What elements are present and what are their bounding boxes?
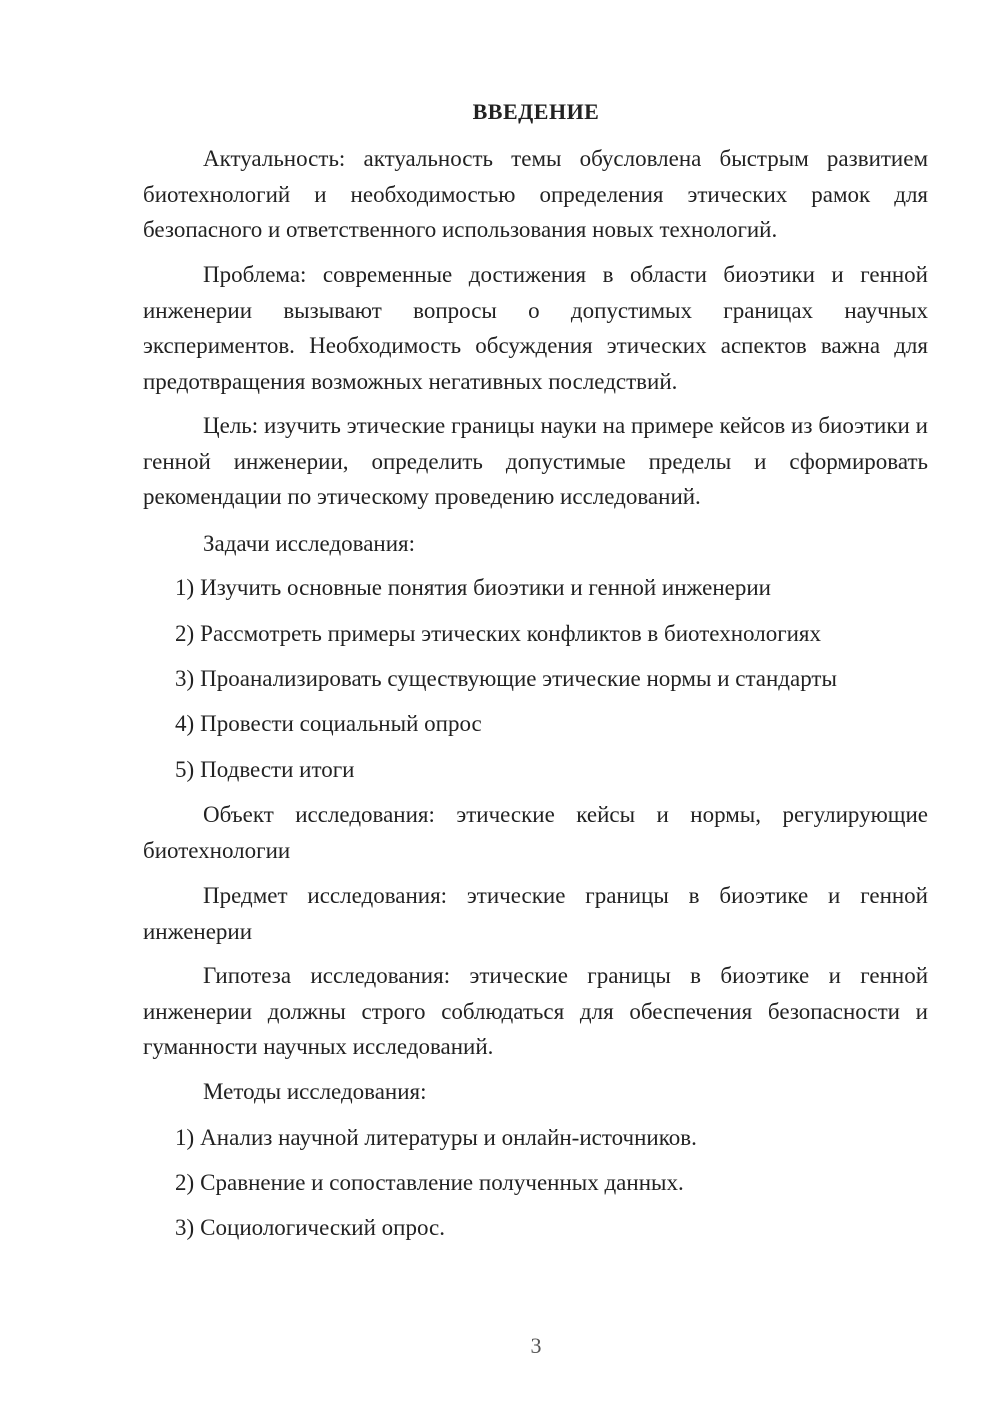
list-item: 3) Проанализировать существующие этические нормы и стандарты: [175, 666, 837, 691]
methods-heading: Методы исследования:: [203, 1079, 427, 1104]
list-item: 2) Сравнение и сопоставление полученных данных.: [175, 1170, 684, 1195]
goal-paragraph: Цель: изучить этические границы науки на примере кейсов из биоэтики и генной инженерии, определить допустимые пределы и сформировать рекомендации по этическому проведению исследований.: [143, 413, 928, 509]
subject-paragraph: Предмет исследования: этические границы в биоэтике и генной инженерии: [143, 883, 928, 944]
hypothesis-paragraph: Гипотеза исследования: этические границы в биоэтике и генной инженерии должны строго соблюдаться для обеспечения безопасности и гуманности научных исследований.: [143, 963, 928, 1059]
list-item: 5) Подвести итоги: [175, 757, 355, 782]
problem-paragraph: Проблема: современные достижения в области биоэтики и генной инженерии вызывают вопросы о допустимых границах научных экспериментов. Необходимость обсуждения этических аспектов важна для предотвращения возможных негативных последствий.: [143, 262, 928, 394]
object-paragraph: Объект исследования: этические кейсы и нормы, регулирующие биотехнологии: [143, 802, 928, 863]
list-item: 1) Изучить основные понятия биоэтики и генной инженерии: [175, 575, 771, 600]
page-title: ВВЕДЕНИЕ: [472, 99, 600, 124]
list-item: 3) Социологический опрос.: [175, 1215, 445, 1240]
page-number: 3: [530, 1333, 542, 1358]
list-item: 1) Анализ научной литературы и онлайн-источников.: [175, 1125, 697, 1150]
tasks-heading: Задачи исследования:: [203, 531, 416, 556]
list-item: 2) Рассмотреть примеры этических конфликтов в биотехнологиях: [175, 621, 822, 646]
list-item: 4) Провести социальный опрос: [175, 711, 482, 736]
relevance-paragraph: Актуальность: актуальность темы обусловлена быстрым развитием биотехнологий и необходимостью определения этических рамок для безопасного и ответственного использования новых технологий.: [143, 146, 928, 242]
